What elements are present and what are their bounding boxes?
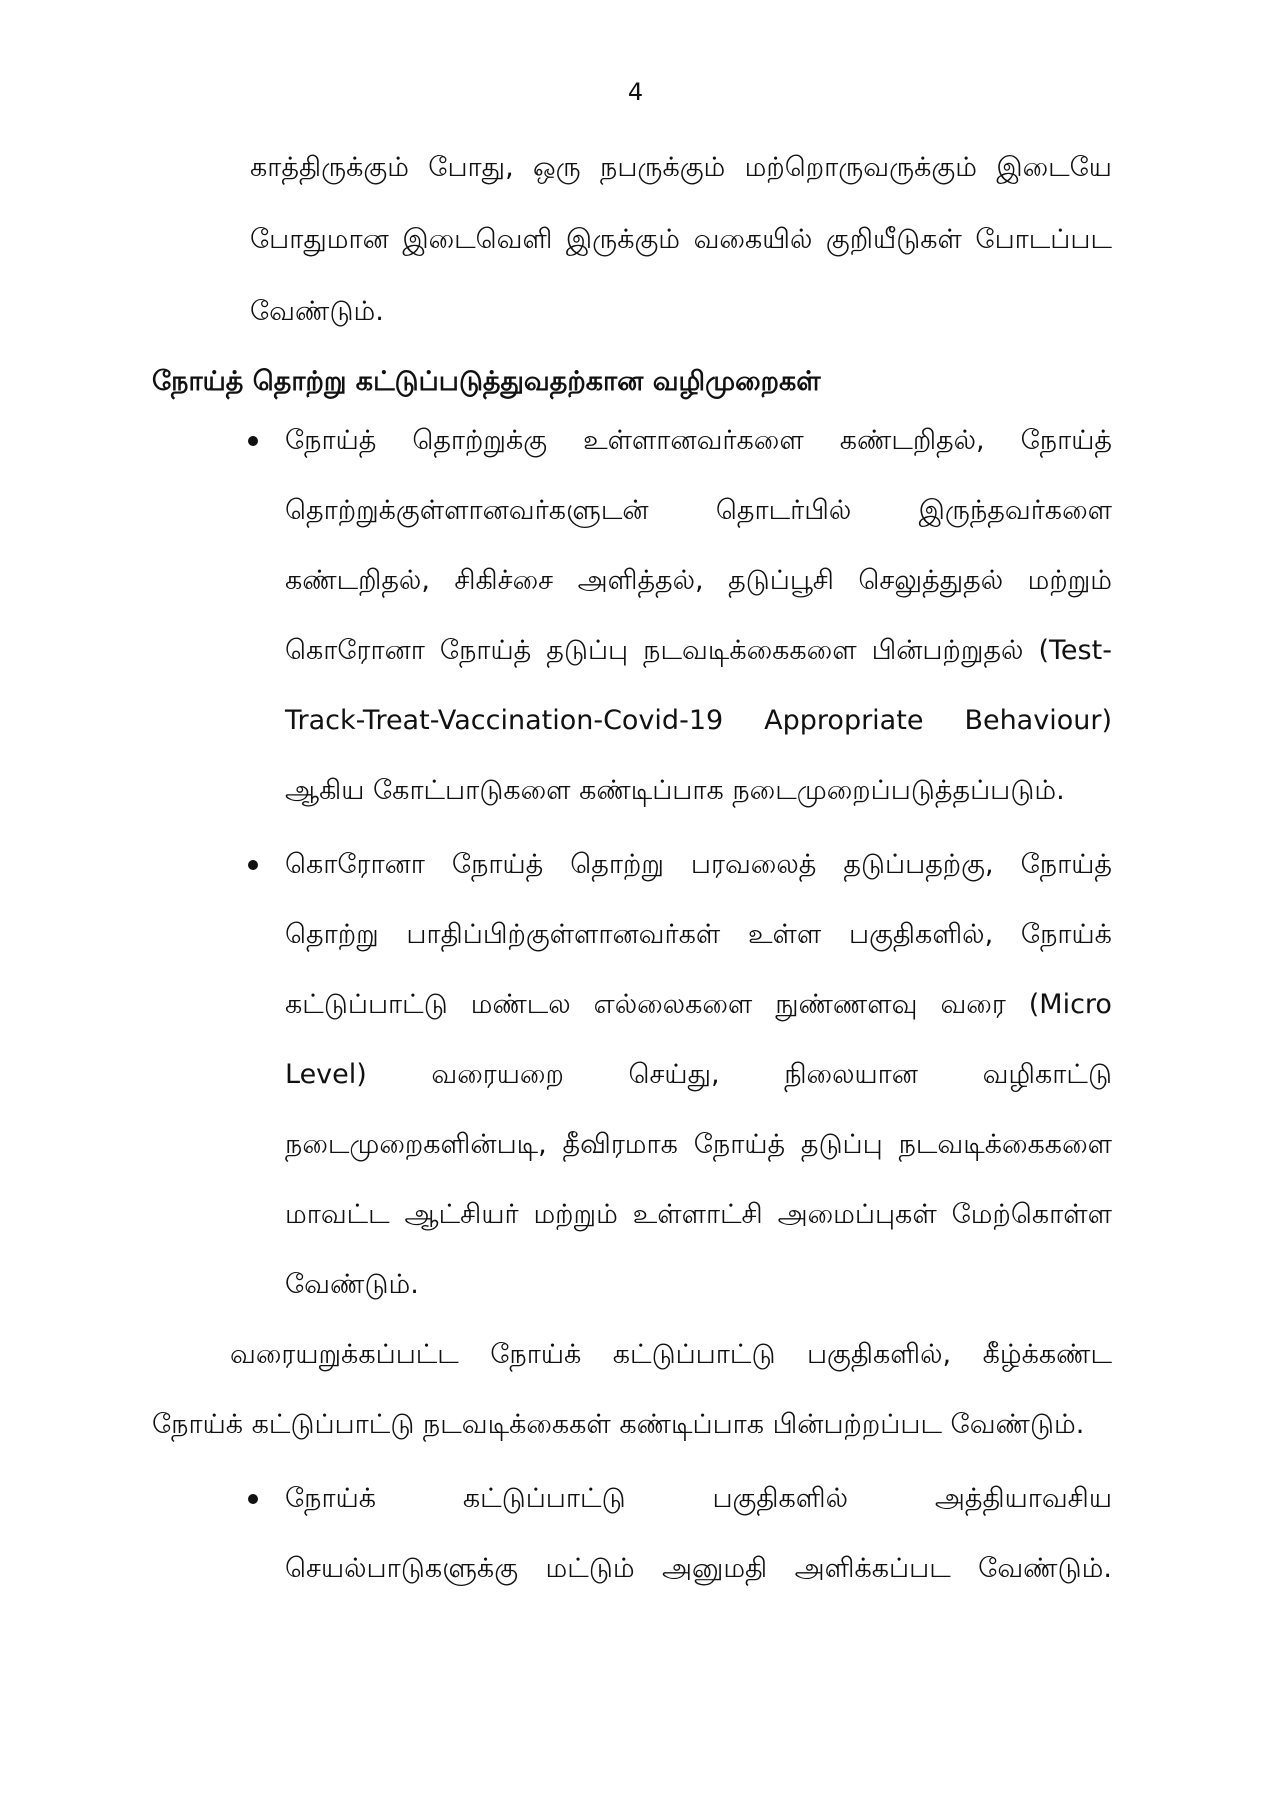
word: குறியீடுகள் (825, 224, 962, 255)
word: கண்டறிதல், (839, 425, 985, 456)
word: நுண்ணளவு (775, 989, 918, 1020)
word: இடைவெளி (402, 224, 553, 255)
word: கொரோனா (285, 635, 425, 666)
word: மாவட்ட (285, 1199, 390, 1230)
word: நோய்த் (451, 849, 544, 880)
word: நிலையான (784, 1059, 918, 1090)
word: நோய்த் (1020, 425, 1112, 456)
word: நோய்த் (439, 635, 532, 666)
word: பகுதிகளில் (712, 1483, 849, 1514)
word: தீவிரமாக (562, 1129, 678, 1160)
bullet2-line-6 (285, 1197, 1112, 1233)
word: நபருக்கும் (600, 152, 726, 183)
word: இருக்கும் (565, 224, 681, 255)
word: மற்றும் (533, 1199, 618, 1230)
bullet1-line-5 (285, 703, 1112, 739)
word: போதுமான (250, 224, 389, 255)
page-number: 4 (627, 78, 644, 106)
word: வரையறுக்கப்பட்ட (230, 1339, 459, 1370)
bullet2-line-5 (285, 1127, 1112, 1163)
bullet3-line-2 (285, 1551, 1112, 1587)
word: Behaviour) (964, 705, 1112, 736)
word: போடப்பட (975, 224, 1112, 255)
word: Appropriate (764, 705, 924, 736)
word: காத்திருக்கும் (250, 152, 409, 183)
bullet-icon (248, 436, 258, 446)
word: உள்ள (748, 919, 822, 950)
word: சிகிச்சை (454, 565, 554, 596)
word: தடுப்பு (800, 1129, 883, 1160)
word: நடைமுறைகளின்படி, (285, 1129, 547, 1160)
word: வரை (940, 989, 1006, 1020)
word: வகையில் (693, 224, 813, 255)
word: Level) (285, 1059, 367, 1090)
word: தொற்றுக்குள்ளானவர்களுடன் (285, 495, 649, 526)
bullet1-line-2 (285, 493, 1112, 529)
word: உள்ளானவர்களை (583, 425, 804, 456)
para-line-1 (230, 1337, 1112, 1373)
intro-line-3: வேண்டும். (250, 296, 384, 327)
word: கட்டுப்பாட்டு (612, 1339, 776, 1370)
bullet2-line-2 (285, 917, 1112, 953)
word: நோய்க் (1020, 919, 1112, 950)
word: வேண்டும். (978, 1553, 1112, 1584)
word: செய்து, (628, 1059, 720, 1090)
word: நோய்க் (285, 1483, 377, 1514)
word: தொற்றுக்கு (412, 425, 548, 456)
word: நோய்த் (693, 1129, 786, 1160)
word: இடையே (996, 152, 1112, 183)
word: இருந்தவர்களை (918, 495, 1112, 526)
word: உள்ளாட்சி (632, 1199, 763, 1230)
word: மேற்கொள்ள (951, 1199, 1112, 1230)
word: தடுப்பதற்கு, (843, 849, 994, 880)
word: தடுப்பூசி (728, 565, 834, 596)
bullet-icon (248, 860, 258, 870)
word: (Test- (1038, 635, 1112, 666)
bullet2-line-1 (285, 847, 1112, 883)
bullet2-line-3 (285, 987, 1112, 1023)
word: கொரோனா (285, 849, 425, 880)
word: மட்டும் (545, 1553, 635, 1584)
word: ஆட்சியர் (404, 1199, 519, 1230)
bullet1-line-1 (285, 423, 1112, 459)
word: நடவடிக்கைகளை (898, 1129, 1112, 1160)
word: பகுதிகளில், (849, 919, 994, 950)
word: கண்டறிதல், (285, 565, 430, 596)
word: போது, (428, 152, 514, 183)
word: Track-Treat-Vaccination-Covid-19 (285, 705, 724, 736)
bullet-icon (248, 1494, 258, 1504)
word: நோய்க் (490, 1339, 582, 1370)
word: அளித்தல், (577, 565, 704, 596)
word: மண்டல (470, 989, 571, 1020)
bullet2-line-7: வேண்டும். (285, 1269, 419, 1300)
word: பின்பற்றுதல் (871, 635, 1024, 666)
word: அமைப்புகள் (777, 1199, 937, 1230)
bullet1-line-6: ஆகிய கோட்பாடுகளை கண்டிப்பாக நடைமுறைப்படுத்தப்படும். (285, 775, 1065, 806)
word: நோய்த் (285, 425, 377, 456)
word: நோய்த் (1020, 849, 1112, 880)
intro-line-2 (250, 222, 1112, 258)
word: பகுதிகளில், (806, 1339, 952, 1370)
word: தொற்று (570, 849, 664, 880)
para-line-2: நோய்க் கட்டுப்பாட்டு நடவடிக்கைகள் கண்டிப்பாக பின்பற்றப்பட வேண்டும். (152, 1409, 1085, 1440)
word: பாதிப்பிற்குள்ளானவர்கள் (406, 919, 721, 950)
word: அத்தியாவசிய (934, 1483, 1112, 1514)
word: வரையறை (431, 1059, 564, 1090)
word: கட்டுப்பாட்டு (462, 1483, 626, 1514)
word: தொற்று (285, 919, 379, 950)
word: பரவலைத் (690, 849, 817, 880)
word: செலுத்துதல் (858, 565, 1004, 596)
word: தொடர்பில் (715, 495, 852, 526)
word: அனுமதி (662, 1553, 768, 1584)
word: கீழ்க்கண்ட (982, 1339, 1112, 1370)
word: கட்டுப்பாட்டு (285, 989, 448, 1020)
word: நடவடிக்கைகளை (643, 635, 857, 666)
word: வழிகாட்டு (982, 1059, 1112, 1090)
word: செயல்பாடுகளுக்கு (285, 1553, 519, 1584)
word: மற்றும் (1027, 565, 1112, 596)
bullet2-line-4 (285, 1057, 1112, 1093)
section-heading: நோய்த் தொற்று கட்டுப்படுத்துவதற்கான வழிமுறைகள் (152, 366, 821, 397)
word: (Micro (1028, 989, 1112, 1020)
bullet1-line-4 (285, 633, 1112, 669)
intro-line-1 (250, 150, 1112, 186)
bullet3-line-1 (285, 1481, 1112, 1517)
word: எல்லைகளை (593, 989, 753, 1020)
word: மற்றொருவருக்கும் (744, 152, 977, 183)
bullet1-line-3 (285, 563, 1112, 599)
word: தடுப்பு (546, 635, 629, 666)
word: அளிக்கப்பட (794, 1553, 951, 1584)
word: ஒரு (533, 152, 581, 183)
